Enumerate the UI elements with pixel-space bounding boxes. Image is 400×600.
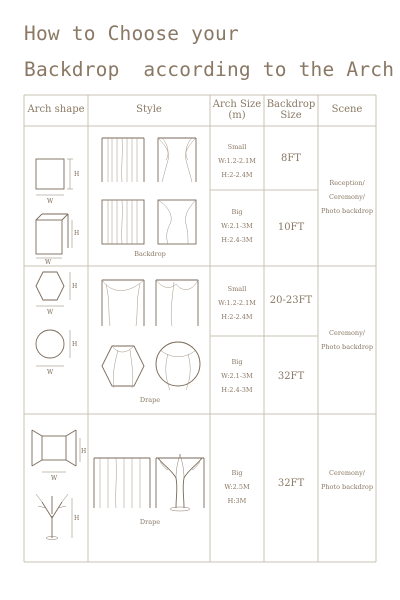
circle-arch-icon <box>28 326 80 378</box>
size-height: H:2.4-3M <box>221 236 253 244</box>
header-arch-shape: Arch shape <box>27 104 85 115</box>
scene-group-1: Reception/ Ceremony/ Photo backdrop <box>320 179 374 215</box>
square-frame-arch-icon <box>28 208 80 264</box>
backdrop-size-row-1: 8FT <box>281 153 301 164</box>
style-caption-drape-2: Drape <box>139 518 161 526</box>
size-label: Small <box>227 285 247 293</box>
header-arch-size: Arch Size (m) <box>212 99 262 121</box>
size-width: W:1.2-2.1M <box>218 299 256 307</box>
width-label: W <box>51 475 58 482</box>
size-height: H:2-2.4M <box>221 313 253 321</box>
backdrop-size-row-5: 32FT <box>277 478 305 489</box>
width-label: W <box>47 309 54 316</box>
arch-size-row-5 <box>210 466 264 508</box>
curtain-backdrop-illustration-1 <box>100 134 146 184</box>
height-label: H <box>74 171 80 178</box>
size-width: W:2.5M <box>224 483 250 491</box>
rectangle-arch-icon <box>30 155 82 207</box>
page-title-line-2: Backdrop according to the Arch <box>24 58 395 81</box>
height-label: H <box>72 341 78 348</box>
tied-drape-illustration-1 <box>154 134 200 184</box>
height-label: H <box>74 515 80 522</box>
arch-size-row-4 <box>210 355 264 397</box>
style-caption-backdrop: Backdrop <box>134 250 166 258</box>
size-width: W:2.1-3M <box>221 372 253 380</box>
height-label: H <box>72 283 78 290</box>
scene-group-2: Ceremony/ Photo backdrop <box>320 329 374 351</box>
height-label: H <box>81 448 87 455</box>
tied-drape-illustration-2 <box>154 196 200 246</box>
backdrop-size-row-2: 10FT <box>277 222 305 233</box>
size-height: H:2.4-3M <box>221 386 253 394</box>
width-label: W <box>47 369 54 376</box>
size-height: H:2-2.4M <box>221 171 253 179</box>
hexagon-arch-icon <box>28 266 80 314</box>
size-width: W:2.1-3M <box>221 222 253 230</box>
backdrop-size-row-4: 32FT <box>277 371 305 382</box>
backdrop-frame-arch-icon <box>28 428 87 488</box>
backdrop-size-row-3: 20-23FT <box>269 295 313 306</box>
size-label: Big <box>231 469 243 477</box>
size-label: Small <box>227 143 247 151</box>
width-label: W <box>45 259 52 266</box>
tree-drape-illustration <box>92 448 208 512</box>
arch-size-row-1 <box>210 140 264 182</box>
hexagon-drape-illustration <box>96 340 150 394</box>
circle-drape-illustration <box>150 338 206 394</box>
style-caption-drape-1: Drape <box>139 396 161 404</box>
size-label: Big <box>231 358 243 366</box>
page-title-line-1: How to Choose your <box>24 22 239 45</box>
header-style: Style <box>136 104 162 115</box>
size-label: Big <box>231 208 243 216</box>
arch-size-row-3 <box>210 282 264 324</box>
size-width: W:1.2-2.1M <box>218 157 256 165</box>
tree-arch-icon <box>30 488 82 548</box>
swag-drape-illustration-1 <box>98 276 148 328</box>
height-label: H <box>74 230 80 237</box>
header-backdrop-size: Backdrop Size <box>266 99 316 121</box>
curtain-backdrop-illustration-2 <box>100 196 146 246</box>
header-scene: Scene <box>331 104 363 115</box>
swag-drape-illustration-2 <box>152 276 202 328</box>
width-label: W <box>47 198 54 205</box>
scene-group-3: Ceremony/ Photo backdrop <box>320 469 374 491</box>
size-height: H:3M <box>227 497 247 505</box>
arch-size-row-2 <box>210 205 264 247</box>
